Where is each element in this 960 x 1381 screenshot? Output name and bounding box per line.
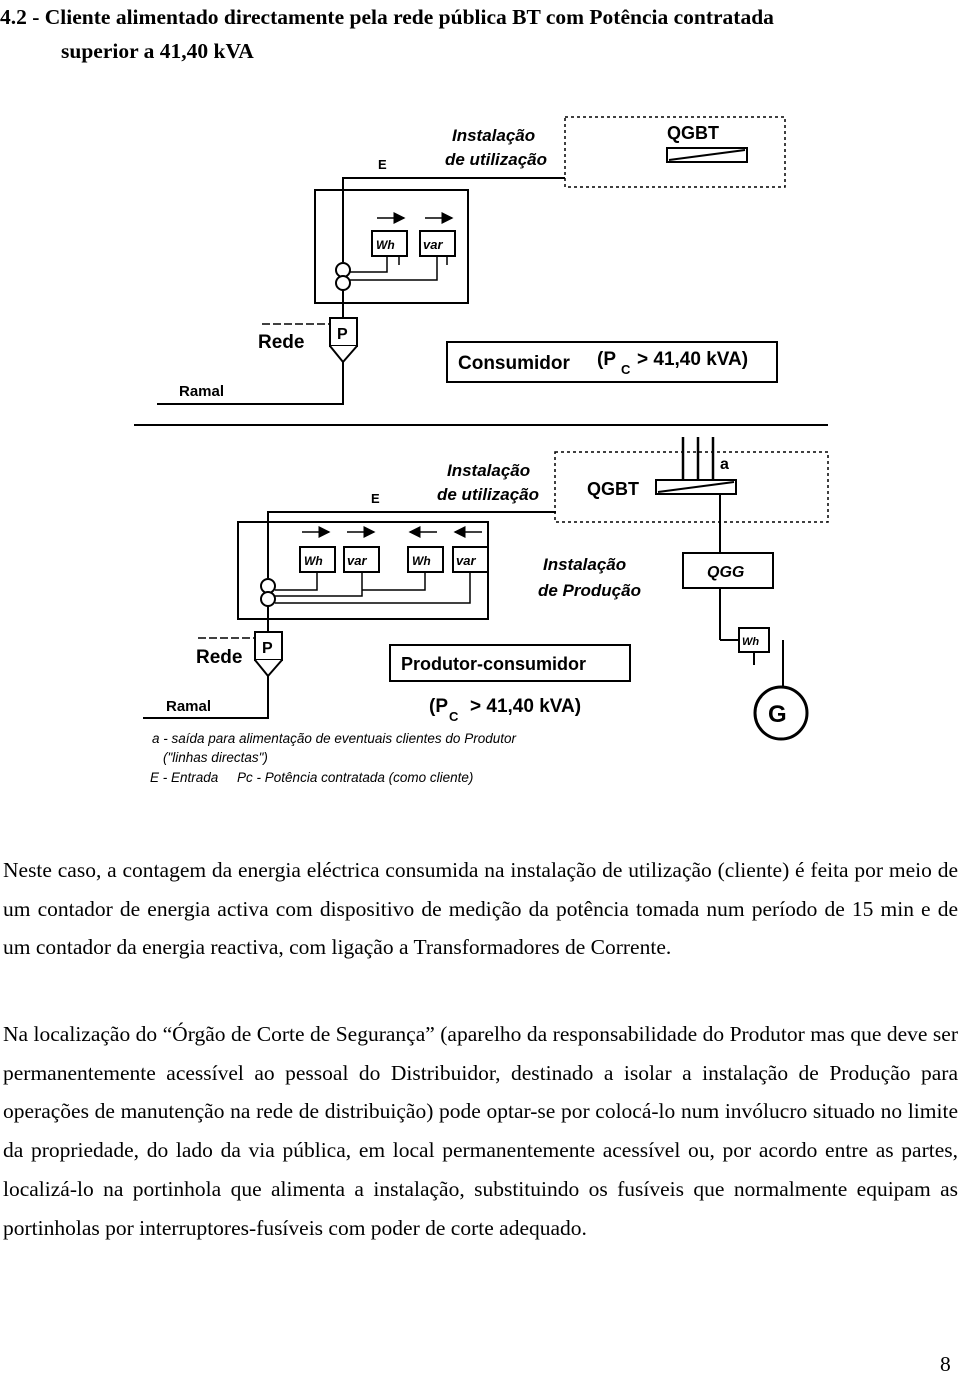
label-instalacao-top: Instalação bbox=[452, 126, 536, 145]
label-qgbt-bottom: QGBT bbox=[587, 479, 639, 499]
label-ramal-bottom: Ramal bbox=[166, 698, 212, 715]
label-produtor-consumidor: Produtor-consumidor bbox=[401, 654, 586, 674]
fuse-funnel-top bbox=[330, 346, 357, 362]
label-consumidor: Consumidor bbox=[458, 353, 570, 374]
qgbt-switch-top bbox=[669, 150, 745, 160]
fuse-label-top: P bbox=[337, 326, 348, 343]
meter-wire-2-bottom bbox=[275, 572, 362, 596]
legend-line-2: ("linhas directas") bbox=[163, 750, 268, 765]
diagram-consumer bbox=[157, 117, 785, 404]
label-de-producao: de Produção bbox=[538, 581, 641, 600]
meter-wh-in-label: Wh bbox=[304, 554, 323, 568]
meter-wire-4-bottom bbox=[275, 572, 470, 603]
meter-wire-2-top bbox=[350, 256, 437, 280]
pc-label-top: (P bbox=[597, 349, 616, 370]
label-instalacao-producao: Instalação bbox=[543, 555, 627, 574]
label-utilizacao-bottom: de utilização bbox=[437, 485, 540, 504]
qgbt-switch-bottom bbox=[658, 482, 734, 492]
meter-var-label-top: var bbox=[423, 237, 443, 252]
pc-label-bottom: (P bbox=[429, 696, 448, 717]
current-transformer-bottom-1 bbox=[261, 579, 275, 593]
section-heading-line-1: 4.2 - Cliente alimentado directamente pela rede pública BT com Potência contratada bbox=[0, 5, 774, 29]
section-heading-line-2: superior a 41,40 kVA bbox=[61, 39, 254, 63]
label-entrada-bottom: E bbox=[371, 491, 380, 506]
paragraph-metering: Neste caso, a contagem da energia eléctrica consumida na instalação de utilização (cliente) é feita por meio de um contador de energia activa com dispositivo de medição da potência tomada num período de 15 min e de um contador da energia reactiva, com ligação a Transformadores de Corrente. bbox=[3, 858, 958, 960]
current-transformer-top-2 bbox=[336, 276, 350, 290]
label-ramal-top: Ramal bbox=[179, 383, 225, 400]
section-heading bbox=[0, 0, 958, 68]
generator-label: G bbox=[768, 701, 787, 728]
label-qgbt-top: QGBT bbox=[667, 123, 719, 143]
connection-diagram bbox=[0, 100, 960, 800]
pc-value-top: > 41,40 kVA) bbox=[637, 349, 749, 370]
diagram-producer-consumer bbox=[143, 437, 828, 785]
legend-line-3: E - Entrada Pc - Potência contratada (como cliente) bbox=[150, 770, 474, 785]
label-a: a bbox=[720, 456, 729, 473]
meter-wh-label-top: Wh bbox=[376, 238, 395, 252]
pc-value-bottom: > 41,40 kVA) bbox=[470, 696, 582, 717]
page-number: 8 bbox=[940, 1352, 951, 1376]
meter-wire-1-bottom bbox=[275, 572, 317, 590]
label-utilizacao-top: de utilização bbox=[445, 150, 548, 169]
meter-wire-1-top bbox=[350, 256, 387, 272]
label-qgg: QGG bbox=[707, 564, 745, 581]
label-entrada-top: E bbox=[378, 157, 387, 172]
label-rede-bottom: Rede bbox=[196, 647, 243, 668]
pc-sub-top: C bbox=[621, 362, 631, 377]
current-transformer-top-1 bbox=[336, 263, 350, 277]
fuse-funnel-bottom bbox=[255, 660, 282, 676]
label-instalacao-bottom: Instalação bbox=[447, 461, 531, 480]
meter-var-in-label: var bbox=[347, 553, 367, 568]
pc-sub-bottom: C bbox=[449, 709, 459, 724]
fuse-label-bottom: P bbox=[262, 640, 273, 657]
meter-generator-label: Wh bbox=[742, 636, 760, 648]
current-transformer-bottom-2 bbox=[261, 592, 275, 606]
meter-var-out-label: var bbox=[456, 553, 476, 568]
label-rede-top: Rede bbox=[258, 332, 305, 353]
connection-diagram-svg bbox=[0, 100, 960, 800]
paragraph-cutoff-device: Na localização do “Órgão de Corte de Segurança” (aparelho da responsabilidade do Produtor mas que deve ser permanentemente acessível ao pessoal do Distribuidor, destinado a isolar a instalação de Produção para operações de manutenção na rede de distribuição) pode optar-se por colocá-lo num invólucro situado no limite da propriedade, do lado da via pública, em local permanentemente acessível ou, por acordo entre as partes, localizá-lo na portinhola que alimenta a instalação, substituindo os fusíveis que normalmente equipam as portinholas por interruptores-fusíveis com poder de corte adequado. bbox=[3, 1022, 958, 1240]
meter-wh-out-label: Wh bbox=[412, 554, 431, 568]
legend-line-1: a - saída para alimentação de eventuais clientes do Produtor bbox=[152, 731, 516, 746]
meter-wire-3-bottom bbox=[362, 572, 425, 590]
